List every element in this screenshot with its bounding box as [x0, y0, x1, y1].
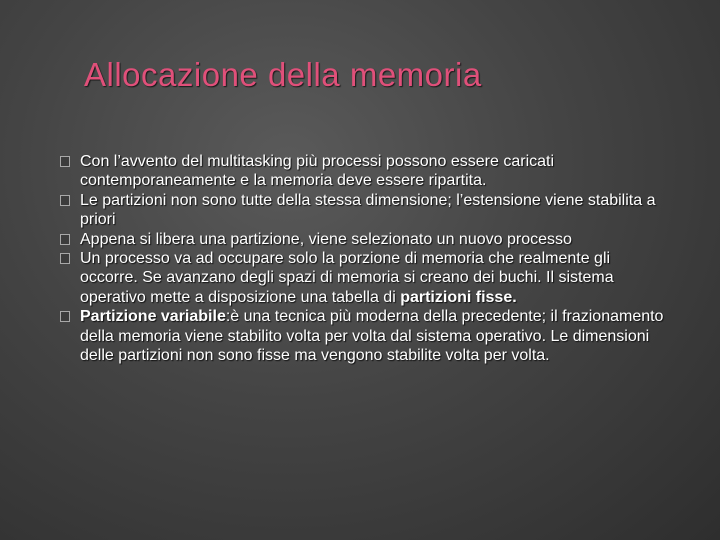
bullet-box-icon [60, 234, 70, 245]
slide-title: Allocazione della memoria [84, 56, 482, 93]
bullet-item [60, 152, 672, 191]
bullet-text: Appena si libera una partizione, viene selezionato un nuovo processo [80, 230, 572, 248]
bullet-text: Le partizioni non sono tutte della stessa dimensione; l’estensione viene stabilita a priori [80, 191, 656, 229]
bullet-item [60, 249, 672, 307]
bullet-text: :è una tecnica più moderna della precedente; il frazionamento della memoria viene stabilito volta per volta dal sistema operativo. Le dimensioni delle partizioni non sono fisse ma vengono stabilite volta per volta. [80, 308, 664, 365]
bullet-box-icon [60, 311, 70, 322]
bullet-bold-text: partizioni fisse. [400, 288, 517, 306]
bullet-box-icon [60, 156, 70, 167]
bullet-box-icon [60, 195, 70, 206]
bullet-bold-text: Partizione variabile [80, 308, 226, 326]
bullet-text: Con l’avvento del multitasking più processi possono essere caricati contemporaneamente e la memoria deve essere ripartita. [80, 153, 555, 190]
bullet-box-icon [60, 253, 70, 264]
bullet-text: Un processo va ad occupare solo la porzione di memoria che realmente gli occorre. Se avanzano degli spazi di memoria si creano dei buchi. Il sistema operativo mette a disposizione una tabella di [80, 250, 614, 306]
bullet-item [60, 307, 672, 365]
bullet-item [60, 191, 672, 230]
bullet-list [60, 152, 672, 365]
bullet-item [60, 230, 672, 249]
